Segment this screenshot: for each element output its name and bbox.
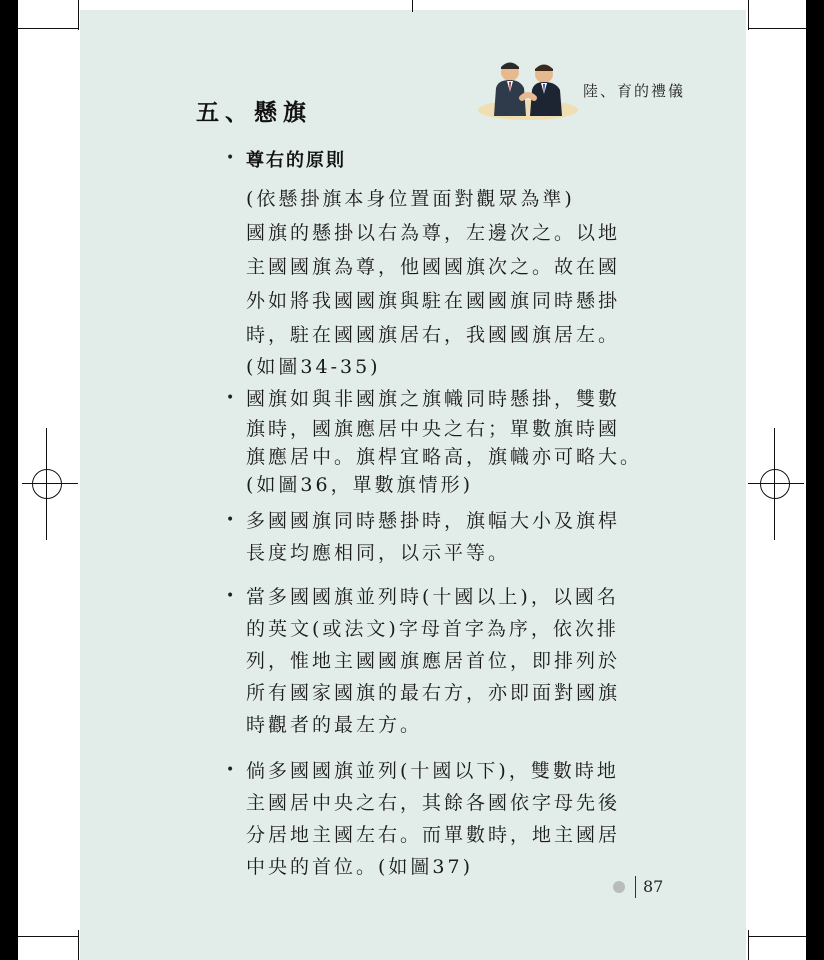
page-number-divider [635,876,636,898]
text-line: 當多國國旗並列時(十國以上)，以國名 [246,586,619,608]
text-line: (依懸掛旗本身位置面對觀眾為準) [246,188,575,210]
bullet-marker: • [226,390,235,406]
text-line: 國旗的懸掛以右為尊，左邊次之。以地 [246,222,621,244]
text-line: (如圖36，單數旗情形) [246,474,474,496]
text-line: 所有國家國旗的最右方，亦即面對國旗 [246,682,621,704]
text-line: (如圖34-35) [246,356,381,378]
text-line: 旗應居中。旗桿宜略高，旗幟亦可略大。 [246,446,643,468]
text-line: 主國居中央之右，其餘各國依字母先後 [246,792,621,814]
text-line: 時觀者的最左方。 [246,714,423,736]
section-label: 陸、育的禮儀 [583,82,686,100]
registration-mark-right-circle [760,469,790,499]
crop-mark-top-left-vertical [78,0,79,30]
page-title: 五、懸旗 [196,99,312,126]
text-line: 的英文(或法文)字母首字為序，依次排 [246,618,619,640]
text-line: 中央的首位。(如圖37) [246,856,474,878]
registration-mark-left-circle [32,469,62,499]
page-number: 87 [643,877,664,896]
crop-mark-bottom-left-vertical [78,930,79,960]
text-line: 列，惟地主國國旗應居首位，即排列於 [246,650,621,672]
text-line: 時，駐在國國旗居右，我國國旗居左。 [246,324,621,346]
text-line: 倘多國國旗並列(十國以下)，雙數時地 [246,760,619,782]
bullet-marker: • [226,762,235,778]
bullet-marker: • [226,150,235,166]
text-line: 分居地主國左右。而單數時，地主國居 [246,824,621,846]
page-dot-icon [613,881,625,893]
text-line: 外如將我國國旗與駐在國國旗同時懸掛 [246,290,621,312]
subheading: 尊右的原則 [246,150,346,171]
bullet-marker: • [226,588,235,604]
crop-mark-bottom-right-vertical [748,930,749,960]
crop-mark-top-right-horizontal [748,28,806,29]
text-line: 主國國旗為尊，他國國旗次之。故在國 [246,256,621,278]
text-line: 多國國旗同時懸掛時，旗幅大小及旗桿 [246,510,621,532]
text-line: 長度均應相同，以示平等。 [246,542,511,564]
bullet-marker: • [226,512,235,528]
crop-mark-top-left-horizontal [18,28,78,29]
crop-mark-top-right-vertical [748,0,749,30]
crop-mark-bottom-right-horizontal [748,936,806,937]
crop-mark-bottom-left-horizontal [18,936,78,937]
business-handshake-icon [476,58,580,120]
text-line: 旗時，國旗應居中央之右；單數旗時國 [246,418,621,440]
text-line: 國旗如與非國旗之旗幟同時懸掛，雙數 [246,388,621,410]
crop-mark-top-center [412,0,413,12]
